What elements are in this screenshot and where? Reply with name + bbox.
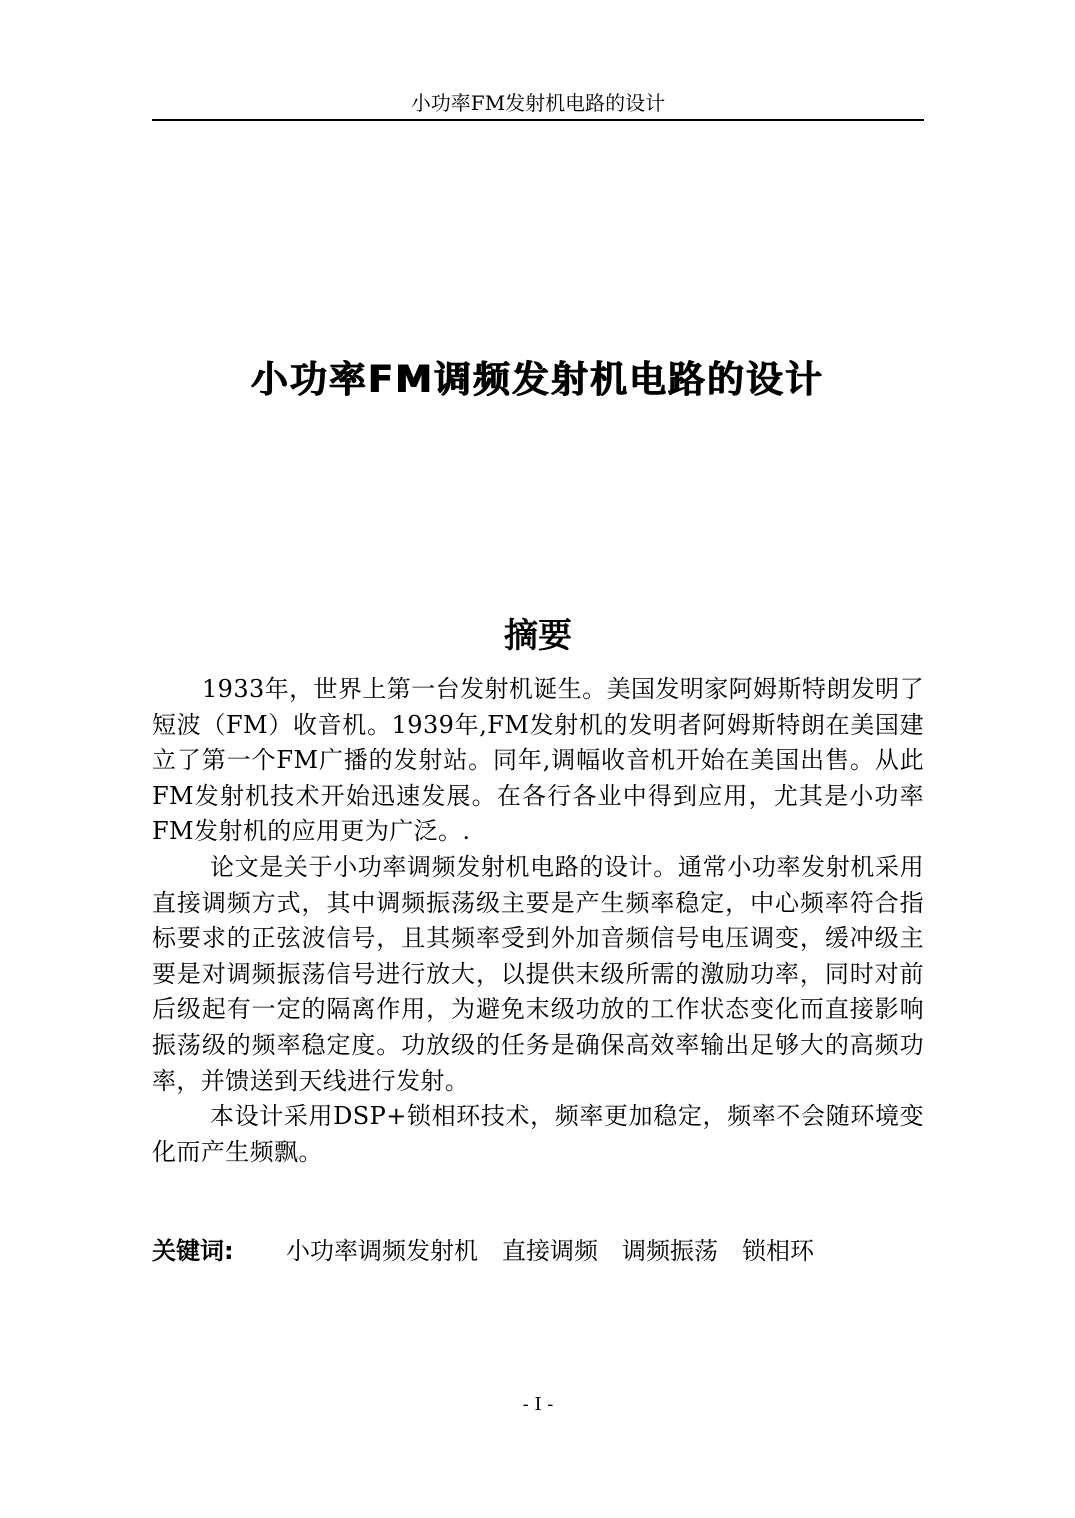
keyword-item: 直接调频 <box>502 1237 598 1265</box>
keyword-item: 小功率调频发射机 <box>286 1237 478 1265</box>
document-title: 小功率FM调频发射机电路的设计 <box>250 358 825 401</box>
abstract-paragraph-3: 本设计采用DSP+锁相环技术，频率更加稳定，频率不会随环境变化而产生频飘。 <box>152 1102 924 1166</box>
abstract-heading: 摘要 <box>504 616 572 656</box>
keywords-line <box>152 1233 924 1269</box>
abstract-paragraph-2: 论文是关于小功率调频发射机电路的设计。通常小功率发射机采用直接调频方式，其中调频振荡级主要是产生频率稳定，中心频率符合指标要求的正弦波信号，且其频率受到外加音频信号电压调变，缓冲级主要是对调频振荡信号进行放大，以提供末级所需的激励功率，同时对前后级起有一定的隔离作用，为避免末级功放的工作状态变化而直接影响振荡级的频率稳定度。功放级的任务是确保高效率输出足够大的高频功率，并馈送到天线进行发射。 <box>152 852 924 1095</box>
keyword-item: 调频振荡 <box>622 1237 718 1265</box>
header-rule <box>152 119 924 121</box>
abstract-body <box>152 672 924 1170</box>
abstract-paragraph-1: 1933年，世界上第一台发射机诞生。美国发明家阿姆斯特朗发明了短波（FM）收音机。1939年,FM发射机的发明者阿姆斯特朗在美国建立了第一个FM广播的发射站。同年,调幅收音机开始在美国出售。从此FM发射机技术开始迅速发展。在各行各业中得到应用，尤其是小功率FM发射机的应用更为广泛。. <box>152 675 924 846</box>
keywords-label: 关键词: <box>152 1237 234 1265</box>
page-number: - I - <box>522 1394 554 1415</box>
keyword-item: 锁相环 <box>742 1237 814 1265</box>
running-header: 小功率FM发射机电路的设计 <box>410 91 666 115</box>
